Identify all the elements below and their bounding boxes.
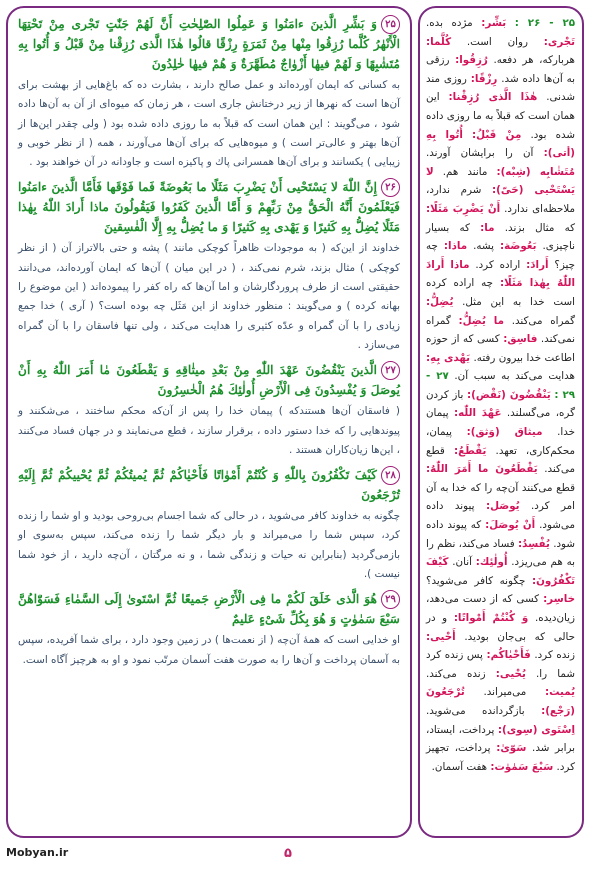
glossary-term: يُميت: [545, 686, 575, 699]
verse-block [18, 465, 400, 584]
glossary-meaning: روان است. [466, 35, 528, 48]
glossary-term: أَنْ يَضْرِبَ مَثَلًا: [426, 202, 501, 215]
glossary-verse-range: ۲۷ - ۲۹ : [426, 370, 576, 401]
verse-arabic-text: وَ بَشِّرِ الَّذينَ ءامَنُوا وَ عَمِلُوا الصّٰلِحٰتِ أَنَّ لَهُمْ جَنّٰتٍ تَجْرى مِنْ تَحْتِهَا الْأَنْهٰرُ كُلَّما رُزِقُوا مِنْها مِنْ ثَمَرَةٍ رِزْقًا قالُوا هٰذَا الَّذى رُزِقْنا مِنْ قَبْلُ وَ أُتُوا بِهِ مُتَشٰبِهًا وَ لَهُمْ فيهٰا أَزْوٰاجٌ مُطَهَّرَةٌ وَ هُمْ فيهٰا خٰلِدُونَ [18, 17, 400, 71]
glossary-term: عَهْدَ اللّٰه: [454, 407, 502, 420]
glossary-term: سَبْعَ سَمٰوٰت: [490, 760, 554, 773]
verse-arabic-text: إِنَّ اللّٰهَ لا يَسْتَحْيى أَنْ يَضْرِبَ مَثَلًا ما بَعُوضَةً فَما فَوْقَها فَأَمَّا الَّذينَ ءامَنُوا فَيَعْلَمُونَ أَنَّهُ الْحَقُّ مِنْ رَبِّهِمْ وَ أَمَّا الَّذينَ كَفَرُوا فَيَقُولُونَ ماذا أَرادَ اللّٰهُ بِهٰذا مَثَلًا يُضِلُّ بِهِ كَثيرًا وَ يَهْدى بِهِ كَثيرًا وَ ما يُضِلُّ بِهِ إِلَّا الْفٰسِقينَ [18, 180, 400, 235]
glossary-meaning: بازگردانده مى‌شويد. [426, 704, 525, 717]
glossary-term: أُولٰئِك: [475, 556, 508, 569]
glossary-term: أُتُوا بِهِ (أتى): [426, 128, 575, 160]
glossary-term: يُضِلُّ: [426, 295, 454, 308]
glossary-term: أَحْيى: [426, 630, 456, 643]
glossary-meaning: چگونه كافر مى‌شويد؟ [426, 574, 526, 587]
verse-arabic [18, 360, 400, 400]
glossary-meaning: چه اراده كرده است خدا به اين مثل. [426, 277, 575, 308]
verse-translation: ( فاسقان آن‌ها هستندكه ) پيمان خدا را پس از آن‌كه محكم ساختند ، مى‌شكنند و پيوندهايى را كه خدا دستور داده ، برقرار سازند ، قطع مى‌نمايند و در جهان فساد مى‌كنند ، اين‌ها زيان‌كاران هستند . [18, 405, 400, 456]
glossary-term: يَهْدى بِهِ: [426, 351, 471, 364]
glossary-term: سَوّىٰ: [496, 742, 527, 755]
glossary-meaning: باز كردن گره، مى‌گسلند. [426, 388, 575, 420]
glossary-term: تَجْرى: [543, 35, 576, 48]
glossary-meaning: و در حالى كه بى‌جان بوديد. [426, 612, 575, 643]
verse-number-badge: ۲۵ [381, 15, 400, 34]
glossary-term: مُتَشٰابِه (شِبْه): [496, 165, 575, 178]
verse-translation: به كسانى كه ايمان آورده‌اند و عمل صالح دارند ، بشارت ده كه باغ‌هايى از بهشت براى آن‌ها است كه نهرها از زير درختانش جارى است ، هر زمان كه ميوه‌اى از آن به آن‌ها داده شود ، مى‌گويند : اين همان است كه قبلاً به ما روزى داده شده بود ( ولى چقدر اين‌ها از آن‌ها بهتر و عالى‌تر است ) و ميوه‌هايى كه براى آن‌ها مى‌آورند ، همه ( از نظر خوبى و زيبايى ) يكسانند و براى آن‌ها همسرانى پاك و پاكيزه است و جاودانه در آن خواهند بود . [18, 79, 400, 169]
glossary-term: فَأَحْيٰاكُم: [486, 649, 531, 662]
verse-block [18, 14, 400, 172]
glossary-term: لا يَسْتَحْيى (حَىّ): [426, 165, 575, 197]
glossary-meaning: پيوند داده مى‌شود. [426, 500, 575, 532]
glossary-term: مِنْ قَبْلُ: [472, 128, 522, 141]
glossary-meaning: زنده كرد. [534, 649, 575, 662]
glossary-term: ما: [480, 221, 495, 234]
verses-panel [6, 6, 412, 838]
verses-list [8, 8, 410, 670]
glossary-term: رِزْقًا: [470, 72, 498, 85]
verse-number-badge: ۲۸ [381, 466, 400, 485]
glossary-meaning: اين همان است كه قبلاً به ما روزى داده شده بود. [426, 91, 576, 141]
verse-number-badge: ۲۹ [381, 590, 400, 609]
site-watermark: Mobyan.ir [6, 846, 69, 859]
glossary-meaning: زنده مى‌كند. [426, 667, 486, 680]
glossary-meaning: پشه. [473, 240, 494, 253]
glossary-term: يَقْطَعُ: [453, 444, 487, 457]
glossary-meaning: پرداخت، ايستاد، برابر شد. [426, 723, 575, 755]
verse-number-badge: ۲۶ [381, 178, 400, 197]
glossary-term: يَنْقُضُونَ (نَقْض): [467, 388, 551, 401]
glossary-list [420, 8, 582, 776]
glossary-term: بَشِّر: [481, 17, 507, 29]
glossary-term: رُزِقُوا: [455, 54, 488, 67]
glossary-meaning: شرم ندارد، ملاحظه‌اى ندارد. [426, 184, 575, 215]
glossary-term: ما يُضِلُّ: [458, 314, 505, 327]
verse-arabic [18, 177, 400, 237]
glossary-term: فاسِق: [503, 333, 538, 346]
glossary-meaning: آنان. [452, 556, 472, 569]
glossary-meaning: آن را برايشان آورند. [426, 147, 534, 160]
glossary-term: أَرادَ: [526, 258, 549, 271]
glossary-meaning: كه مثال بزند. [504, 221, 575, 234]
glossary-meaning: مانند هم. [442, 165, 488, 178]
verse-arabic [18, 465, 400, 505]
verse-block [18, 177, 400, 355]
glossary-term: تُرْجَعُونَ (رَجْع): [426, 686, 575, 717]
verse-translation: چگونه به خداوند كافر مى‌شويد ، در حالى كه شما اجسام بى‌روحى بوديد و او شما را زنده كرد، سپس شما را مى‌ميراند و بار ديگر شما را زنده مى‌كند، سپس به‌سوى او بازمى‌گرديد (بنابراين نه حيات و زندگى شما ، و نه مرگتان ، آن‌چه داريد ، از خود شما نيست ). [18, 510, 400, 581]
glossary-meaning: پس زنده كرد شما را. [426, 649, 575, 680]
glossary-meaning: مى‌ميراند. [483, 686, 527, 699]
glossary-term: كَيْفَ تَكْفُرُونَ: [426, 556, 575, 587]
glossary-meaning: چه چيز؟ [426, 240, 575, 271]
glossary-meaning: فساد مى‌كند، نظم را به هم مى‌ريزد. [426, 537, 575, 569]
glossary-term: يُفْسِدُ: [518, 537, 550, 550]
glossary-term: خاسِر: [543, 593, 575, 606]
glossary-term: وَ كُنْتُمْ أَمْواتًا: [453, 612, 529, 624]
glossary-term: هٰذَا الَّذى رُزِقْنا: [448, 91, 538, 104]
verse-translation: او خدايى است كه همهٔ آن‌چه ( از نعمت‌ها ) در زمين وجود دارد ، براى شما آفريده، سپس به آسمان پرداخت و آن‌ها را به صورت هفت آسمان مرتّب نمود و او به هرچيز آگاه است. [18, 634, 400, 666]
glossary-meaning: هدايت مى‌كند به سبب آن. [454, 370, 575, 383]
verse-arabic-text: كَيْفَ تَكْفُرُونَ بِاللّٰهِ وَ كُنْتُمْ أَمْوٰاتًا فَأَحْيٰاكُمْ ثُمَّ يُميتُكُمْ ثُمَّ يُحْييكُمْ ثُمَّ إِلَيْهِ تُرْجَعُونَ [18, 468, 400, 503]
glossary-term: أَنْ يُوصَلَ: [485, 519, 536, 532]
verse-number-badge: ۲۷ [381, 361, 400, 380]
glossary-meaning: كسى كه از حوزه اطاعت خدا بيرون رفته. [426, 333, 575, 364]
glossary-meaning: گمراه نمى‌كند. [426, 314, 575, 346]
glossary-meaning: پيمان، محكم‌كارى، تعهد. [426, 426, 575, 457]
glossary-meaning: قطع مى‌كنند آن‌چه را كه خدا به آن امر كرد. [426, 481, 576, 513]
glossary-term: ماذا أَرادَ اللّٰهُ بِهٰذا مَثَلًا: [426, 258, 576, 290]
verse-arabic-text: الَّذينَ يَنْقُضُونَ عَهْدَ اللّٰهِ مِنْ بَعْدِ ميثٰاقِهِ وَ يَقْطَعُونَ مٰا أَمَرَ اللّٰهُ بِهِ أَنْ يُوصَلَ وَ يُفْسِدُونَ فِى الْأَرْضِ أُولٰئِكَ هُمُ الْخٰسِرُونَ [18, 363, 400, 398]
glossary-term: يُحْيى: [495, 667, 526, 680]
glossary-meaning: پيمان خدا. [426, 407, 575, 439]
glossary-meaning: رزقى به آن‌ها داده شد. [426, 54, 576, 85]
verse-arabic [18, 589, 400, 629]
glossary-term: ميثاق (وَثق): [466, 426, 543, 439]
glossary-meaning: هفت آسمان. [431, 760, 488, 773]
verse-translation: خداوند از اين‌كه ( به موجودات ظاهراً كوچكى مانند ) پشه و حتى بالاتراز آن ( از نظر كوچكى ) مثال بزند، شرم نمى‌كند ، ( در اين ميان ) آن‌ها كه ايمان آورده‌اند، مى‌دانند حقيقتى است از طرف پروردگارشان و اما آن‌ها كه راه كفر را پيموده‌اند ( اين موضوع را بهانه كرده ) و مى‌گويند : منظور خداوند از اين مَثَل چه بوده است؟ ( آرى ) خدا جمع زيادى را با آن گمراه و عدّه كثيرى را هدايت مى‌كند ، ولى تنها فاسقان را با آن گمراه مى‌سازد . [18, 242, 400, 351]
glossary-meaning: كسى كه از دست مى‌دهد، زيان‌ديده. [426, 593, 576, 624]
glossary-meaning: روزى مند شدنى. [426, 72, 576, 104]
glossary-term: يُوصَل: [485, 500, 520, 513]
glossary-verse-range: ۲۵ - ۲۶ : [514, 17, 576, 29]
glossary-term: ماذا: [443, 240, 468, 253]
verse-arabic [18, 14, 400, 74]
glossary-meaning: اراده كرد. [475, 258, 521, 271]
glossary-term: بَعُوضَة: [500, 240, 537, 253]
glossary-panel [418, 6, 584, 838]
glossary-term: كُلَّما: [426, 35, 452, 48]
glossary-term: اِسْتَوى (سِوى): [497, 723, 576, 736]
glossary-meaning: كه بسيار ناچيزى. [426, 221, 576, 253]
glossary-meaning: مژده بده. [426, 17, 473, 29]
glossary-meaning: كه پيوند داده شود. [426, 519, 575, 550]
glossary-meaning: گمراه مى‌كند. [511, 314, 575, 327]
verse-arabic-text: هُوَ الَّذى خَلَقَ لَكُمْ ما فِى الْأَرْضِ جَميعًا ثُمَّ اسْتَوىٰ إِلَى السَّمٰاءِ فَسَوّٰاهُنَّ سَبْعَ سَمٰوٰتٍ وَ هُوَ بِكُلِّ شَىْءٍ عَليمٌ [18, 592, 400, 627]
glossary-meaning: قطع مى‌كند. [426, 444, 575, 476]
verse-block [18, 360, 400, 460]
glossary-meaning: هرباركه، هر دفعه. [493, 54, 575, 67]
glossary-meaning: پرداخت، تجهيز كرد. [426, 742, 575, 773]
page-number: ۵ [284, 846, 292, 861]
verse-block [18, 589, 400, 670]
glossary-term: يَقْطَعُونَ ما أَمَرَ اللّٰهُ: [426, 463, 538, 476]
